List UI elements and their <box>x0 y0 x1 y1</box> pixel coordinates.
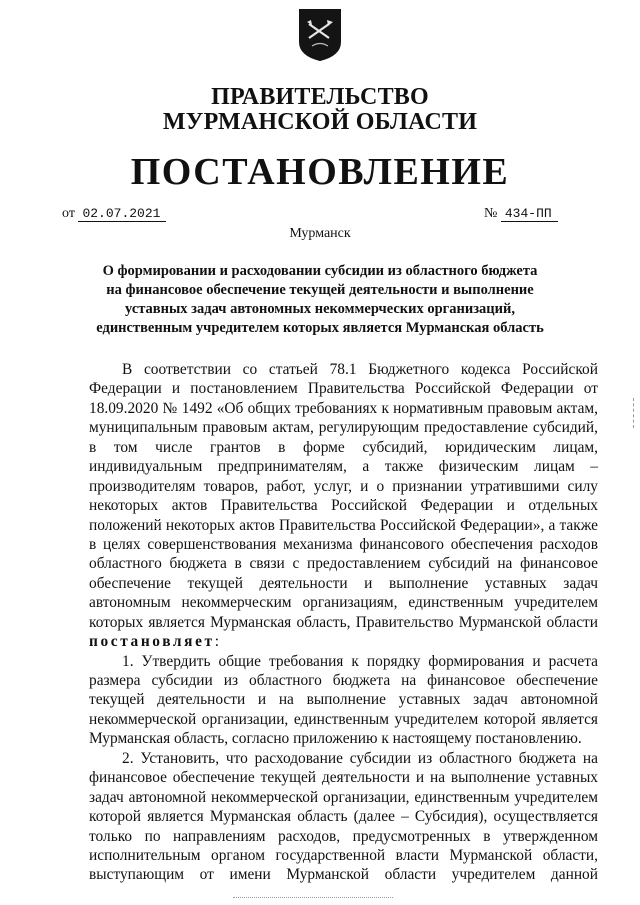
body-line: текущей деятельности и на выполнение уставных задач автономной <box>89 691 598 709</box>
body-line: которой является Мурманская область (далее – Субсидия), осуществляется <box>89 808 598 826</box>
body-line: 1. Утвердить общие требования к порядку формирования и расчета <box>122 652 598 670</box>
document-number <box>484 205 558 223</box>
body-line: муниципальным правовым актам, регулирующим предоставление субсидий, <box>89 419 598 437</box>
title-line: на финансовое обеспечение текущей деятельности и выполнение <box>106 282 534 298</box>
body-line: которых является Мурманская область, Правительство Мурманской области <box>89 613 598 631</box>
body-line: В соответствии со статьей 78.1 Бюджетного кодекса Российской <box>122 361 598 378</box>
title-line: единственным учредителем которых является Мурманская область <box>96 320 544 336</box>
date-label: от <box>62 206 75 221</box>
body-line: 2. Установить, что расходование субсидии из областного бюджета на <box>122 749 598 767</box>
city-name: Мурманск <box>289 226 351 241</box>
body-line: Федерации и постановлением Правительства Российской Федерации от <box>89 380 598 398</box>
body-line: размера субсидии из областного бюджета на финансовое обеспечение <box>89 672 598 689</box>
resolves-word: постановляет <box>89 633 215 651</box>
document-date <box>62 205 166 223</box>
body-line: только по направлениям расходов, предусмотренных в утвержденном <box>89 827 598 845</box>
paragraph-item-2 <box>89 749 598 885</box>
body-line: некоммерческой организации, единственным учредителем которой является <box>89 710 598 728</box>
document-title <box>70 262 570 338</box>
body-line: положений некоторых актов Правительства Российской Федерации», а также <box>89 516 598 534</box>
footer-scan-mark <box>233 897 393 902</box>
body-line: в том числе грантов в форме субсидий, юридическим лицам, <box>89 438 598 456</box>
resolves-colon: : <box>214 633 219 651</box>
body-line: задач автономной некоммерческой организации, единственным учредителем <box>89 788 598 806</box>
paragraph-preamble <box>89 360 598 652</box>
title-line: О формировании и расходовании субсидии из областного бюджета <box>102 263 538 279</box>
body-line: в целях совершенствования механизма финансового обеспечения расходов <box>89 535 598 553</box>
date-value: 02.07.2021 <box>78 206 166 222</box>
body-line: автономным некоммерческим организациям, единственным учредителем <box>89 594 598 612</box>
body-line: индивидуальным предпринимателям, а также физическим лицам – <box>89 458 598 476</box>
paragraph-item-1 <box>89 652 598 749</box>
body-line: финансовое обеспечение текущей деятельности и на выполнение уставных <box>89 769 598 787</box>
body-line: обеспечение текущей деятельности и выполнение уставных задач <box>89 574 598 592</box>
body-line: 18.09.2020 № 1492 «Об общих требованиях к нормативным правовым актам, <box>89 399 598 417</box>
title-line: уставных задач автономных некоммерческих организаций, <box>125 301 515 317</box>
body-line: Мурманская область, согласно приложению к настоящему постановлению. <box>89 730 582 748</box>
margin-scan-mark <box>633 398 637 428</box>
org-name-line-2: МУРМАНСКОЙ ОБЛАСТИ <box>162 109 478 135</box>
number-label: № <box>484 206 498 221</box>
body-line: некоторых актов Правительства Российской Федерации и отдельных <box>89 497 598 515</box>
murmansk-coat-of-arms-icon <box>298 8 342 62</box>
body-line: производителям товаров, работ, услуг, и о признании утратившими силу <box>89 477 598 495</box>
body-line: исполнительным органом государственной власти Мурманской области, <box>89 846 598 864</box>
document-type: ПОСТАНОВЛЕНИЕ <box>130 151 510 193</box>
number-value: 434-ПП <box>501 206 558 222</box>
document-body <box>89 360 598 885</box>
resolves-line <box>89 632 598 651</box>
body-line: областного бюджета в связи с предоставлением субсидий на финансовое <box>89 555 598 573</box>
org-name-line-1: ПРАВИТЕЛЬСТВО <box>211 84 429 110</box>
body-line: выступающим от имени Мурманской области учредителем данной <box>89 866 598 884</box>
